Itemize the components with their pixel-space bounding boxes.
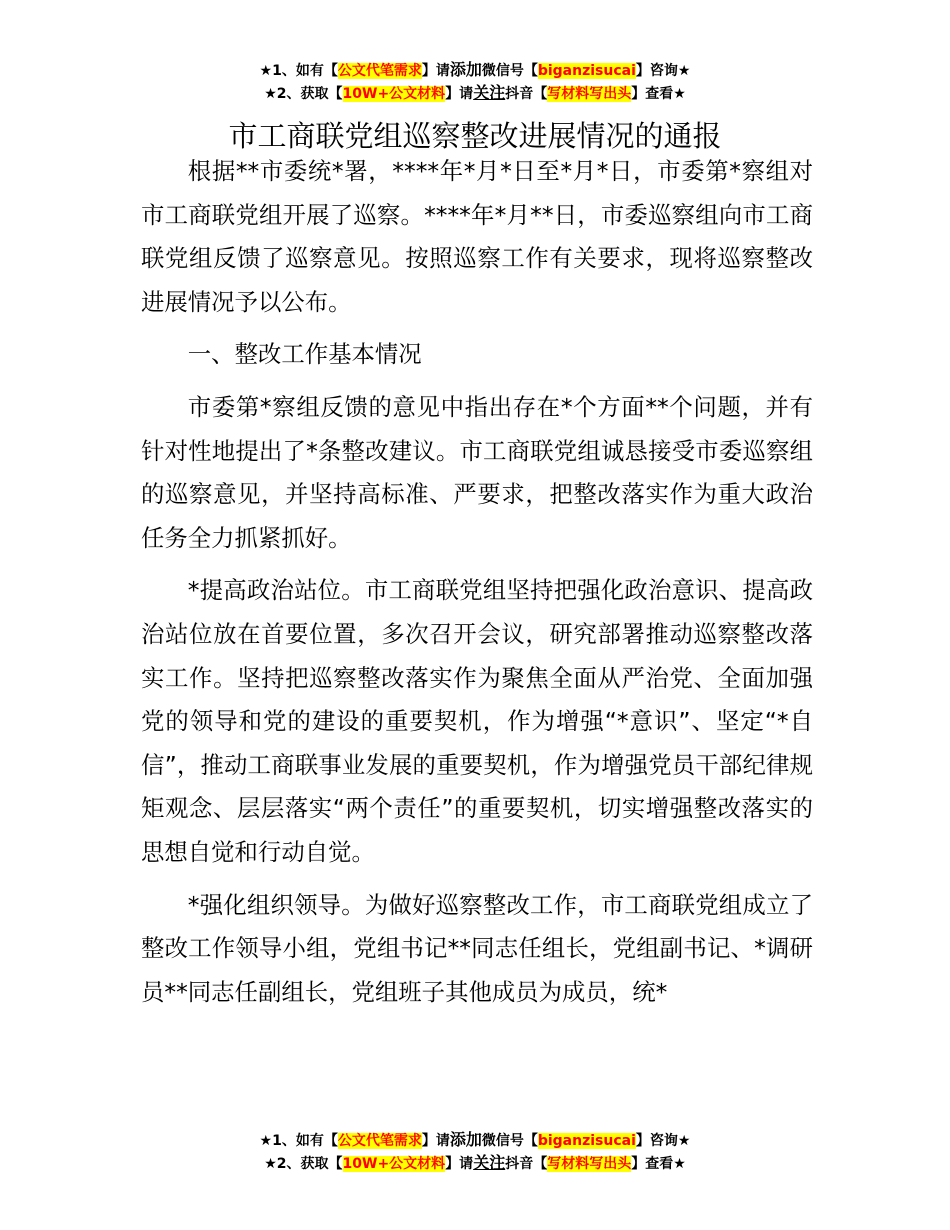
promo-text: ★2、获取【 <box>264 1156 343 1172</box>
promo-highlight: 10W+公文材料 <box>342 1156 446 1172</box>
promo-banner-bottom <box>0 1129 950 1175</box>
promo-highlight: 10W+公文材料 <box>342 86 446 102</box>
paragraph-political-stance: *提高政治站位。市工商联党组坚持把强化政治意识、提高政治站位放在首要位置，多次召开会议，研究部署推动巡察整改落实工作。坚持把巡察整改落实作为聚焦全面从严治党、全面加强党的领导和党的建设的重要契机，作为增强“*意识”、坚定“*自信”，推动工商联事业发展的重要契机，作为增强党员干部纪律规矩观念、层层落实“两个责任”的重要契机，切实增强整改落实的思想自觉和行动自觉。 <box>141 576 813 866</box>
promo-text: 】请 <box>445 1156 474 1172</box>
promo-line-1 <box>0 1129 950 1152</box>
promo-text: 】咨询★ <box>635 1133 691 1149</box>
document-body <box>141 150 813 1023</box>
promo-emphasis: 关注 <box>473 83 506 102</box>
promo-text: 抖音【 <box>505 86 548 102</box>
promo-text: 】请 <box>445 86 474 102</box>
promo-wechat-id: biganzisucai <box>537 63 636 79</box>
promo-text: ★1、如有【 <box>259 63 338 79</box>
promo-banner-top <box>0 59 950 105</box>
promo-text: ★2、获取【 <box>264 86 343 102</box>
promo-account: 写材料写出头 <box>547 1156 632 1172</box>
paragraph-organization: *强化组织领导。为做好巡察整改工作，市工商联党组成立了整改工作领导小组，党组书记**同志任组长，党组副书记、*调研员**同志任副组长，党组班子其他成员为成员，统* <box>141 890 813 1006</box>
promo-highlight: 公文代笔需求 <box>337 1133 422 1149</box>
promo-text: 微信号【 <box>481 63 538 79</box>
promo-line-2 <box>0 82 950 105</box>
promo-text: 抖音【 <box>505 1156 548 1172</box>
promo-highlight: 公文代笔需求 <box>337 63 422 79</box>
paragraph-intro: 根据**市委统*署，****年*月*日至*月*日，市委第*察组对市工商联党组开展了巡察。****年*月**日，市委巡察组向市工商联党组反馈了巡察意见。按照巡察工作有关要求，现将巡察整改进展情况予以公布。 <box>141 157 813 316</box>
promo-text: 微信号【 <box>481 1133 538 1149</box>
promo-text: 】请 <box>421 1133 450 1149</box>
promo-account: 写材料写出头 <box>547 86 632 102</box>
section-heading: 一、整改工作基本情况 <box>187 340 422 369</box>
promo-line-1 <box>0 59 950 82</box>
promo-emphasis: 添加 <box>449 60 482 79</box>
promo-text: 】查看★ <box>631 86 686 102</box>
paragraph-overview: 市委第*察组反馈的意见中指出存在*个方面**个问题，并有针对性地提出了*条整改建议。市工商联党组诚恳接受市委巡察组的巡察意见，并坚持高标准、严要求，把整改落实作为重大政治任务全力抓紧抓好。 <box>141 392 813 552</box>
promo-emphasis: 添加 <box>449 1130 482 1149</box>
promo-wechat-id: biganzisucai <box>537 1133 636 1149</box>
promo-text: 】咨询★ <box>635 63 691 79</box>
promo-text: 】查看★ <box>631 1156 686 1172</box>
promo-text: ★1、如有【 <box>259 1133 338 1149</box>
promo-line-2 <box>0 1152 950 1175</box>
promo-emphasis: 关注 <box>473 1153 506 1172</box>
promo-text: 】请 <box>421 63 450 79</box>
document-title: 市工商联党组巡察整改进展情况的通报 <box>228 119 722 153</box>
